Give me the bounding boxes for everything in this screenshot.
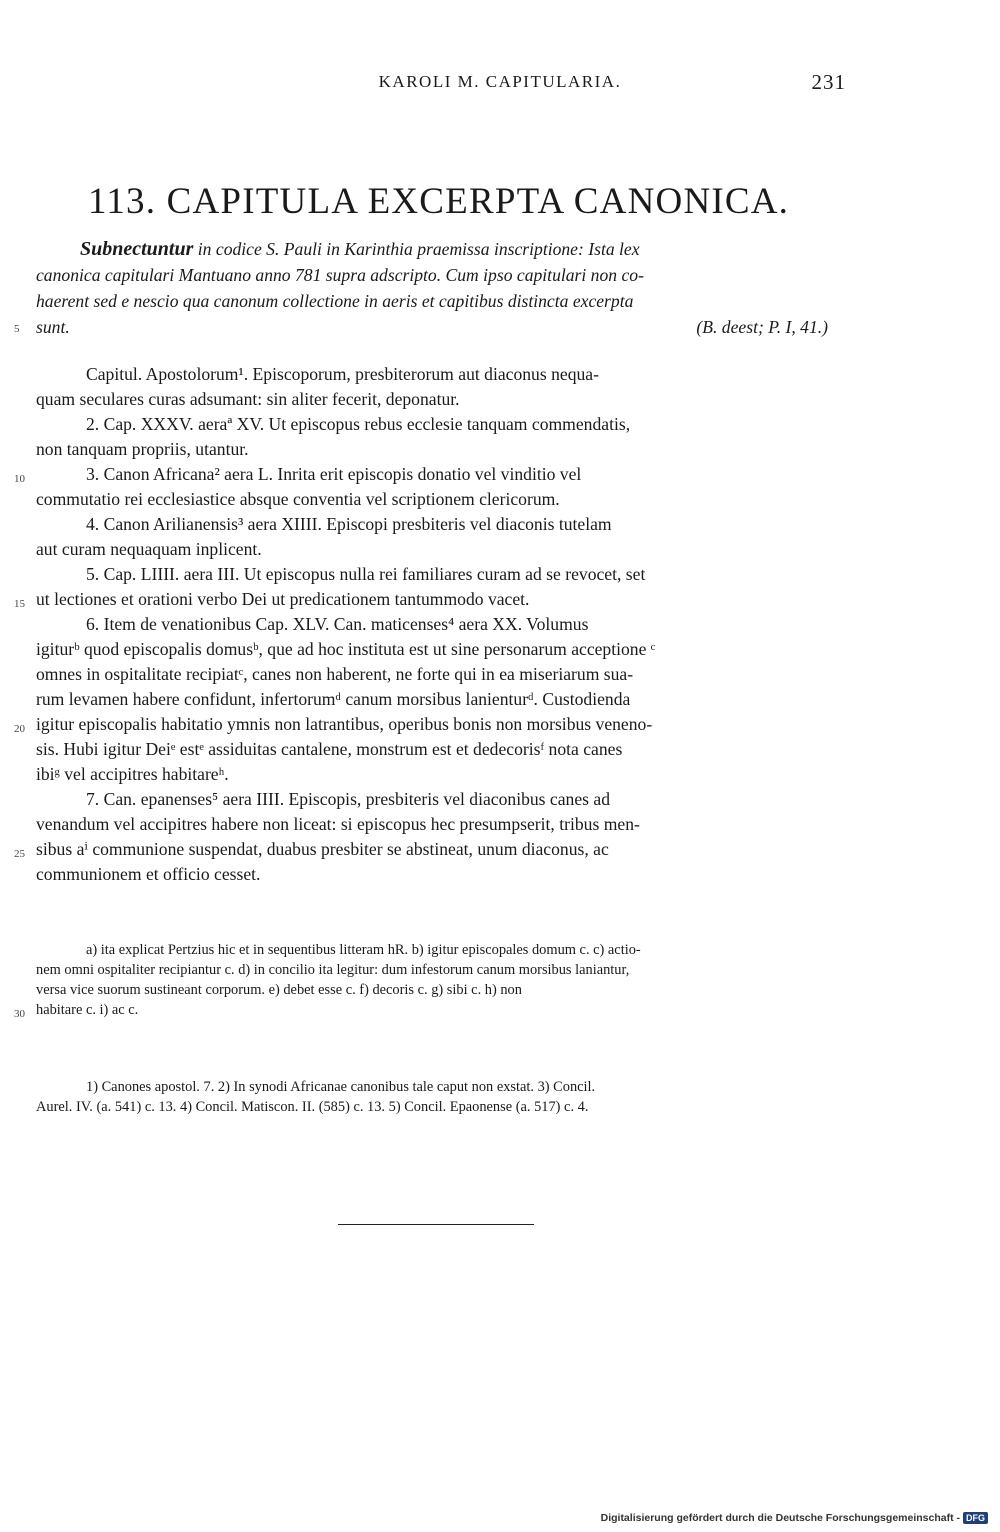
footnotes-letters xyxy=(36,940,836,1020)
capitula-text xyxy=(36,362,836,887)
intro-first-word: Subnectuntur xyxy=(80,238,194,260)
chapter-5 xyxy=(36,562,836,612)
chapter-line: quam seculares curas adsumant: sin aliter fecerit, deponatur. xyxy=(36,389,460,409)
line-number: 30 xyxy=(14,1008,25,1020)
chapter-line: communionem et officio cesset. xyxy=(36,864,261,884)
line-number: 15 xyxy=(14,598,25,610)
line-number: 20 xyxy=(14,723,25,735)
chapter-2 xyxy=(36,412,836,462)
chapter-line: venandum vel accipitres habere non liceat: si episcopus hec presumpserit, tribus men- xyxy=(36,814,640,834)
chapter-4 xyxy=(36,512,836,562)
footnote-line: habitare c. i) ac c. xyxy=(36,1002,139,1018)
running-title: KAROLI M. CAPITULARIA. xyxy=(378,72,622,91)
closing-rule xyxy=(338,1224,534,1225)
chapter-line: igitur episcopalis habitatio ymnis non latrantibus, operibus bonis non morsibus veneno- xyxy=(36,714,653,734)
footnote-line: a) ita explicat Pertzius hic et in sequentibus litteram hR. b) igitur episcopales domum c. c) actio- xyxy=(86,942,641,958)
chapter-line: commutatio rei ecclesiastice absque conventia vel scriptionem clericorum. xyxy=(36,489,560,509)
chapter-line: ut lectiones et orationi verbo Dei ut predicationem tantummodo vacet. xyxy=(36,589,530,609)
intro-line-2: canonica capitulari Mantuano anno 781 supra adscripto. Cum ipso capitulari non co- xyxy=(36,265,644,285)
intro-reference: (B. deest; P. I, 41.) xyxy=(696,317,828,337)
footnotes-numbers xyxy=(36,1077,836,1117)
line-number: 5 xyxy=(14,323,20,335)
line-number: 25 xyxy=(14,848,25,860)
chapter-7 xyxy=(36,787,836,887)
chapter-line: 5. Cap. LIIII. aera III. Ut episcopus nulla rei familiares curam ad se revocet, set xyxy=(86,564,646,584)
footnote-line: 1) Canones apostol. 7. 2) In synodi Africanae canonibus tale caput non exstat. 3) Concil. xyxy=(86,1079,596,1095)
intro-paragraph xyxy=(36,236,836,340)
chapter-line: non tanquam propriis, utantur. xyxy=(36,439,249,459)
chapter-6 xyxy=(36,612,836,787)
chapter-line: 6. Item de venationibus Cap. XLV. Can. maticenses⁴ aera XX. Volumus xyxy=(86,614,589,634)
footnote-line: Aurel. IV. (a. 541) c. 13. 4) Concil. Matiscon. II. (585) c. 13. 5) Concil. Epaonense (a. 517) c. 4. xyxy=(36,1099,589,1115)
credit-text: Digitalisierung gefördert durch die Deutsche Forschungsgemeinschaft - xyxy=(600,1512,960,1524)
page-number: 231 xyxy=(811,70,846,94)
chapter-line: 3. Canon Africana² aera L. Inrita erit episcopis donatio vel vinditio vel xyxy=(86,464,582,484)
chapter-line: omnes in ospitalitate recipiatᶜ, canes non haberent, ne forte qui in ea miseriarum sua- xyxy=(36,664,634,684)
chapter-3 xyxy=(36,462,836,512)
intro-line-1: in codice S. Pauli in Karinthia praemissa inscriptione: Ista lex xyxy=(197,239,640,259)
chapter-line: aut curam nequaquam inplicent. xyxy=(36,539,262,559)
line-number: 10 xyxy=(14,473,25,485)
intro-line-4: sunt. xyxy=(36,317,70,337)
chapter-line: 4. Canon Arilianensis³ aera XIIII. Episcopi presbiteris vel diaconis tutelam xyxy=(86,514,612,534)
chapter-line: igiturᵇ quod episcopalis domusᵇ, que ad hoc instituta est ut sine personarum acceptione ᶜ xyxy=(36,639,656,659)
dfg-logo-icon: DFG xyxy=(963,1512,988,1524)
chapter-line: 7. Can. epanenses⁵ aera IIII. Episcopis, presbiteris vel diaconibus canes ad xyxy=(86,789,610,809)
chapter-line: sis. Hubi igitur Deiᵉ estᵉ assiduitas cantalene, monstrum est et dedecorisᶠ nota canes xyxy=(36,739,623,759)
footnote-line: versa vice suorum sustineant corporum. e) debet esse c. f) decoris c. g) sibi c. h) non xyxy=(36,982,522,998)
chapter-1 xyxy=(36,362,836,412)
digitization-credit xyxy=(601,1512,988,1524)
chapter-line: Capitul. Apostolorum¹. Episcoporum, presbiterorum aut diaconus nequa- xyxy=(86,364,599,384)
chapter-line: ibiᵍ vel accipitres habitareʰ. xyxy=(36,764,229,784)
chapter-line: sibus aⁱ communione suspendat, duabus presbiter se abstineat, unum diaconus, ac xyxy=(36,839,609,859)
page-title: 113. CAPITULA EXCERPTA CANONICA. xyxy=(88,181,790,222)
footnote-line: nem omni ospitaliter recipiantur c. d) in concilio ita legitur: dum infestorum canum morsibus laniantur, xyxy=(36,962,630,978)
intro-line-3: haerent sed e nescio qua canonum collectione in aeris et capitibus distincta excerpta xyxy=(36,291,634,311)
chapter-line: rum levamen habere confidunt, infertorumᵈ canum morsibus lanienturᵈ. Custodienda xyxy=(36,689,631,709)
chapter-line: 2. Cap. XXXV. aeraª XV. Ut episcopus rebus ecclesie tanquam commendatis, xyxy=(86,414,631,434)
